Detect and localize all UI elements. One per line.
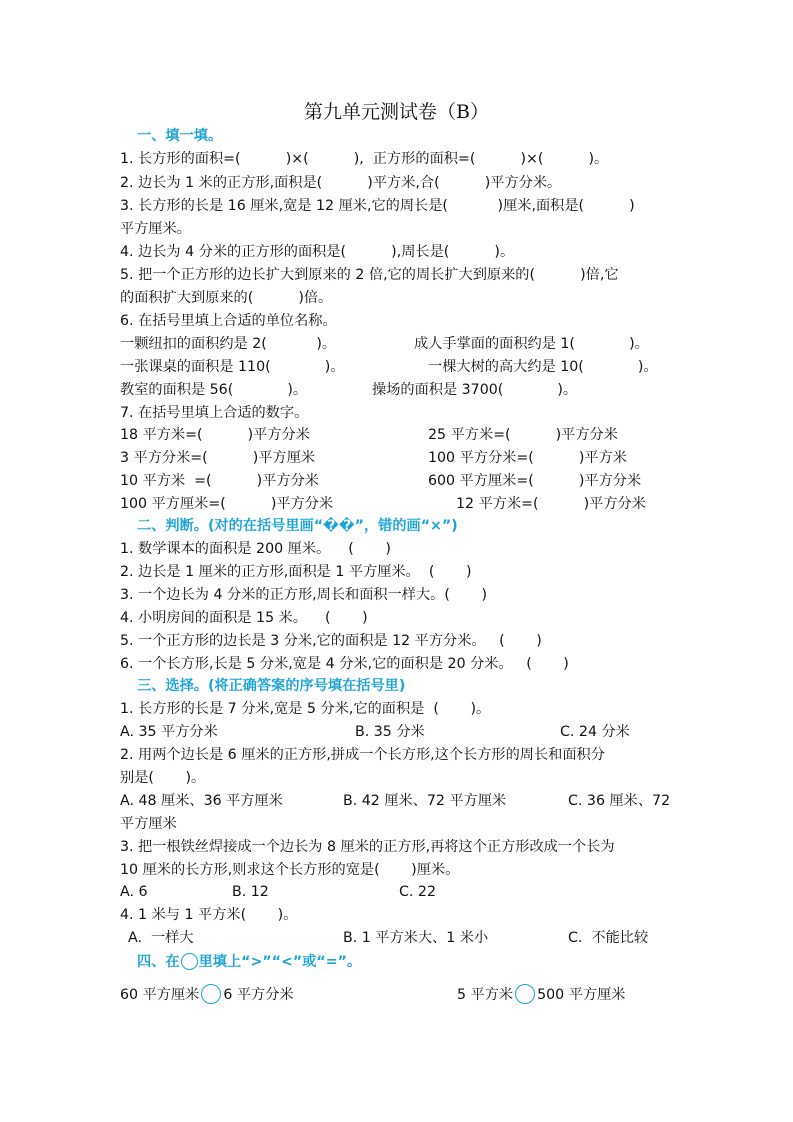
choice-option: C. 不能比较 <box>568 930 649 946</box>
conversion-item: 3 平方分米=( )平方厘米 <box>120 450 316 466</box>
choice-option: B. 12 <box>232 884 269 900</box>
compare-left: 5 平方米 <box>457 987 514 1003</box>
heading-text: 四、在 <box>137 954 180 970</box>
section-heading-fill-in: 一、填一填。 <box>137 128 223 144</box>
judge-item: 2. 边长是 1 厘米的正方形,面积是 1 平方厘米。 ( ) <box>120 564 472 580</box>
unit-item: 教室的面积是 56( )。 <box>120 382 308 398</box>
choice-question-3-cont: 10 厘米的长方形,则求这个长方形的宽是( )厘米。 <box>120 862 460 878</box>
question-1-2: 2. 边长为 1 米的正方形,面积是( )平方米,合( )平方分米。 <box>120 175 562 191</box>
question-1-3-cont: 平方厘米。 <box>120 221 191 237</box>
choice-question-1: 1. 长方形的长是 7 分米,宽是 5 分米,它的面积是 ( )。 <box>120 701 491 717</box>
choice-option: A. 6 <box>120 884 148 900</box>
compare-circle-input[interactable] <box>201 984 221 1004</box>
heading-text: 里填上“>”“<”或“=”。 <box>198 954 362 970</box>
choice-question-2-cont: 别是( )。 <box>120 770 206 786</box>
section-heading-judge: 二、判断。(对的在括号里画“��”，错的画“×”) <box>137 518 458 534</box>
choice-option-cont: 平方厘米 <box>120 816 177 832</box>
choice-option: C. 22 <box>399 884 436 900</box>
unit-item: 操场的面积是 3700( )。 <box>372 382 578 398</box>
compare-item <box>120 984 294 1004</box>
compare-left: 60 平方厘米 <box>120 987 200 1003</box>
conversion-item: 18 平方米=( )平方分米 <box>120 427 310 443</box>
compare-right: 6 平方分米 <box>223 987 294 1003</box>
question-1-6: 6. 在括号里填上合适的单位名称。 <box>120 313 337 329</box>
compare-item <box>457 984 625 1004</box>
choice-question-2: 2. 用两个边长是 6 厘米的正方形,拼成一个长方形,这个长方形的周长和面积分 <box>120 747 605 763</box>
conversion-item: 100 平方分米=( )平方米 <box>428 450 627 466</box>
compare-right: 500 平方厘米 <box>537 987 626 1003</box>
circle-icon <box>181 953 198 970</box>
unit-item: 一张课桌的面积是 110( )。 <box>120 359 345 375</box>
unit-item: 一棵大树的高大约是 10( )。 <box>428 359 658 375</box>
question-1-1: 1. 长方形的面积=( )×( ), 正方形的面积=( )×( )。 <box>120 151 609 167</box>
compare-circle-input[interactable] <box>515 984 535 1004</box>
conversion-item: 600 平方厘米=( )平方分米 <box>428 473 642 489</box>
choice-option: B. 42 厘米、72 平方厘米 <box>343 793 507 809</box>
conversion-item: 10 平方米 =( )平方分米 <box>120 473 319 489</box>
judge-item: 6. 一个长方形,长是 5 分米,宽是 4 分米,它的面积是 20 分米。 ( ) <box>120 656 569 672</box>
page-title: 第九单元测试卷（B） <box>304 101 489 123</box>
conversion-item: 100 平方厘米=( )平方分米 <box>120 496 334 512</box>
unit-item: 成人手掌面的面积约是 1( )。 <box>414 336 649 352</box>
choice-option: B. 35 分米 <box>355 724 425 740</box>
choice-option: B. 1 平方米大、1 米小 <box>343 930 489 946</box>
judge-item: 5. 一个正方形的边长是 3 分米,它的面积是 12 平方分米。 ( ) <box>120 633 542 649</box>
section-heading-compare <box>137 952 361 972</box>
question-1-3: 3. 长方形的长是 16 厘米,宽是 12 厘米,它的周长是( )厘米,面积是( ) <box>120 198 635 214</box>
judge-item: 3. 一个边长为 4 分米的正方形,周长和面积一样大。( ) <box>120 587 487 603</box>
choice-question-3: 3. 把一根铁丝焊接成一个边长为 8 厘米的正方形,再将这个正方形改成一个长为 <box>120 839 615 855</box>
question-1-7: 7. 在括号里填上合适的数字。 <box>120 405 309 421</box>
question-1-4: 4. 边长为 4 分米的正方形的面积是( ),周长是( )。 <box>120 244 515 260</box>
judge-item: 1. 数学课本的面积是 200 厘米。 ( ) <box>120 541 391 557</box>
question-1-5: 5. 把一个正方形的边长扩大到原来的 2 倍,它的周长扩大到原来的( )倍,它 <box>120 267 619 283</box>
choice-option: A. 35 平方分米 <box>120 724 218 740</box>
choice-option: C. 24 分米 <box>560 724 630 740</box>
choice-question-4: 4. 1 米与 1 平方米( )。 <box>120 907 298 923</box>
section-heading-choice: 三、选择。(将正确答案的序号填在括号里) <box>137 678 406 694</box>
judge-item: 4. 小明房间的面积是 15 米。 ( ) <box>120 610 368 626</box>
conversion-item: 12 平方米=( )平方分米 <box>456 496 646 512</box>
choice-option: C. 36 厘米、72 <box>568 793 671 809</box>
unit-item: 一颗纽扣的面积约是 2( )。 <box>120 336 337 352</box>
choice-option: A. 48 厘米、36 平方厘米 <box>120 793 283 809</box>
choice-option: A. 一样大 <box>128 930 194 946</box>
question-1-5-cont: 的面积扩大到原来的( )倍。 <box>120 290 333 306</box>
conversion-item: 25 平方米=( )平方分米 <box>428 427 618 443</box>
